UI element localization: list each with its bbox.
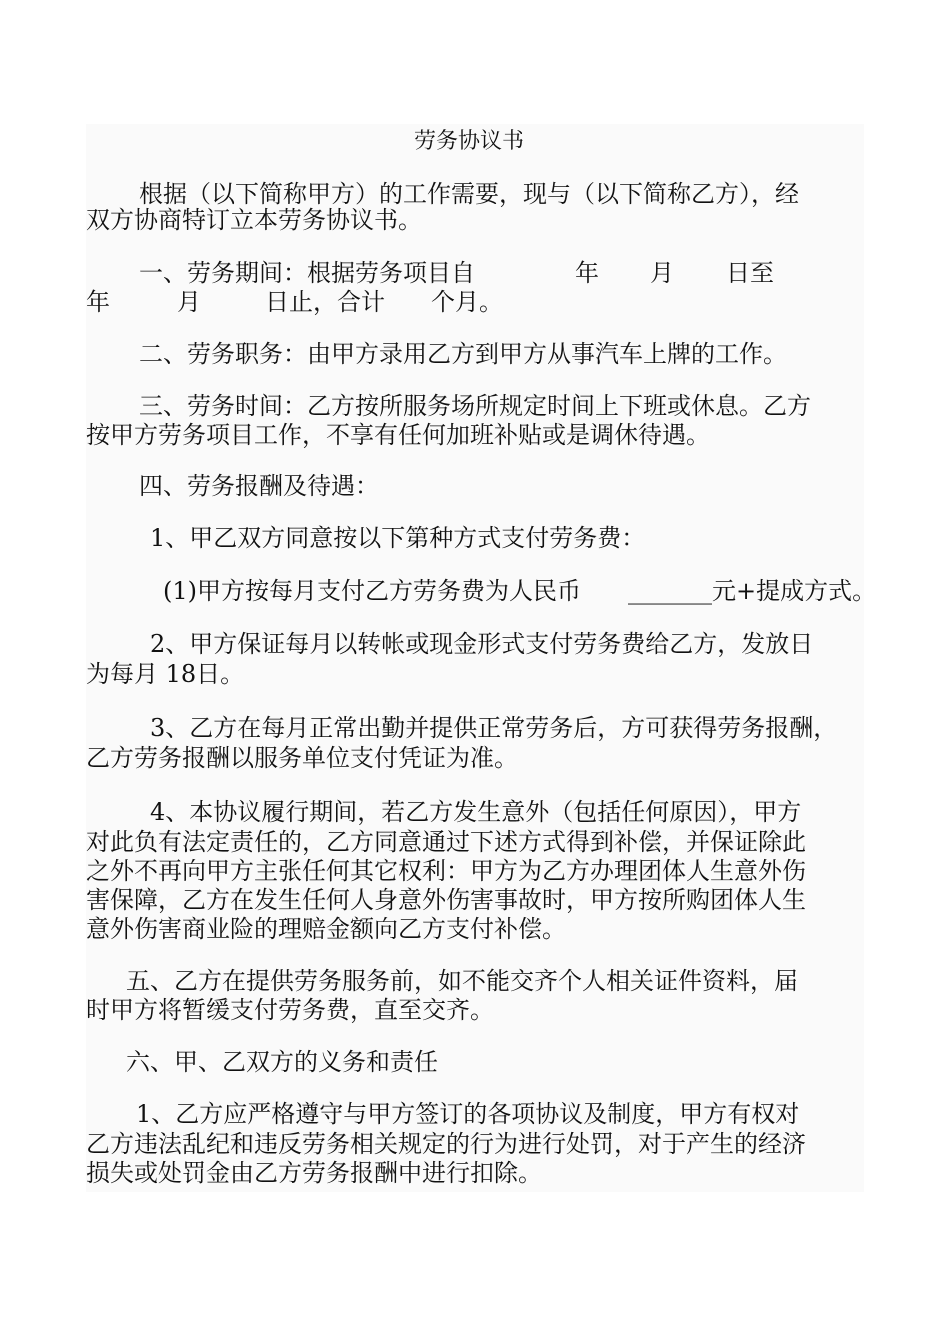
pay-date-line-1: 2、甲方保证每月以转帐或现金形式支付劳务费给乙方，发放日 — [150, 630, 814, 658]
obligation-1-line-1: 1、乙方应严格遵守与甲方签订的各项协议及制度，甲方有权对 — [136, 1100, 800, 1128]
accident-line-3: 之外不再向甲方主张任何其它权利：甲方为乙方办理团体人生意外伤 — [86, 857, 806, 885]
pay-method-line: 1、甲乙双方同意按以下第种方式支付劳务费： — [150, 524, 646, 552]
term-month-end: 月 — [177, 288, 201, 316]
attendance-line-1: 3、乙方在每月正常出勤并提供正常劳务后，方可获得劳务报酬， — [150, 714, 838, 742]
term-year-end: 年 — [86, 288, 110, 316]
pay-option-1-amount: _______元+提成方式。 — [628, 577, 877, 605]
pay-date-line-2: 为每月 18日。 — [86, 660, 245, 688]
intro-line-2: 双方协商特订立本劳务协议书。 — [86, 206, 422, 234]
documents-line-1: 五、乙方在提供劳务服务前，如不能交齐个人相关证件资料，届 — [126, 967, 798, 995]
attendance-line-2: 乙方劳务报酬以服务单位支付凭证为准。 — [86, 744, 518, 772]
intro-line-1: 根据（以下简称甲方）的工作需要，现与（以下简称乙方），经 — [139, 180, 799, 208]
obligation-1-line-3: 损失或处罚金由乙方劳务报酬中进行扣除。 — [86, 1159, 542, 1187]
time-line-1: 三、劳务时间：乙方按所服务场所规定时间上下班或休息。乙方 — [139, 392, 811, 420]
document-title: 劳务协议书 — [414, 129, 525, 154]
term-day-start: 日至 — [726, 259, 774, 287]
term-total-months: 个月。 — [431, 288, 503, 316]
accident-line-2: 对此负有法定责任的，乙方同意通过下述方式得到补偿，并保证除此 — [86, 828, 806, 856]
duty-line: 二、劳务职务：由甲方录用乙方到甲方从事汽车上牌的工作。 — [139, 340, 787, 368]
obligations-heading: 六、甲、乙双方的义务和责任 — [126, 1048, 438, 1076]
time-line-2: 按甲方劳务项目工作，不享有任何加班补贴或是调休待遇。 — [86, 421, 710, 449]
term-label: 一、劳务期间：根据劳务项目自 — [139, 259, 475, 287]
documents-line-2: 时甲方将暂缓支付劳务费，直至交齐。 — [86, 996, 494, 1024]
pay-heading: 四、劳务报酬及待遇： — [139, 472, 379, 500]
accident-line-1: 4、本协议履行期间，若乙方发生意外（包括任何原因），甲方 — [150, 798, 802, 826]
obligation-1-line-2: 乙方违法乱纪和违反劳务相关规定的行为进行处罚，对于产生的经济 — [86, 1130, 806, 1158]
pay-option-1: (1)甲方按每月支付乙方劳务费为人民币 — [163, 577, 581, 605]
term-month-start: 月 — [650, 259, 674, 287]
term-year-start: 年 — [575, 259, 599, 287]
accident-line-5: 意外伤害商业险的理赔金额向乙方支付补偿。 — [86, 915, 566, 943]
term-day-end: 日止，合计 — [265, 288, 385, 316]
accident-line-4: 害保障，乙方在发生任何人身意外伤害事故时，甲方按所购团体人生 — [86, 886, 806, 914]
